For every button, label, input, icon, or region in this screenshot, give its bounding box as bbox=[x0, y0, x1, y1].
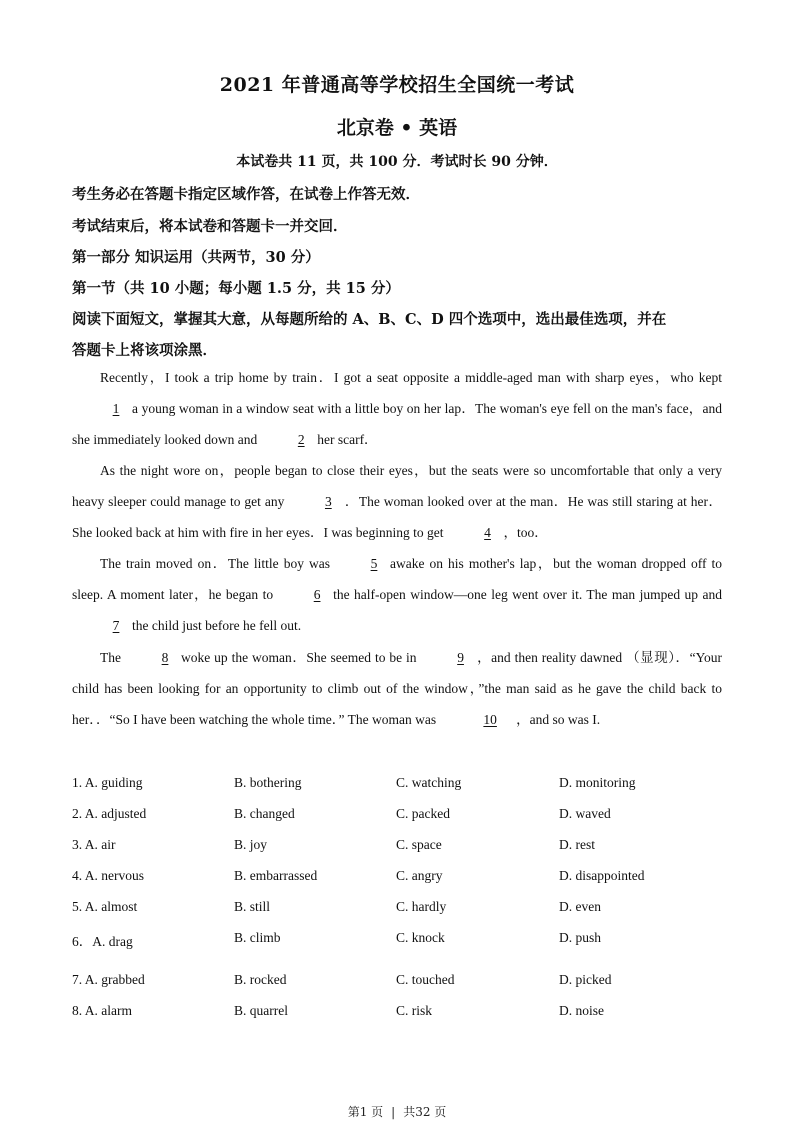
option-d: D. push bbox=[559, 930, 602, 945]
option-row bbox=[72, 806, 722, 826]
blank-9: 9 bbox=[457, 650, 464, 665]
option-row bbox=[72, 775, 722, 795]
blank-5: 5 bbox=[370, 556, 378, 571]
option-row bbox=[72, 972, 722, 992]
blank-1: 1 bbox=[112, 401, 120, 416]
blank-7: 7 bbox=[112, 618, 120, 633]
option-a: 6．A. drag bbox=[72, 934, 133, 949]
option-c: C. touched bbox=[396, 972, 455, 987]
exam-title: 2021 年普通高等学校招生全国统一考试 bbox=[219, 74, 575, 96]
directions-line: 答题卡上将该项涂黑． bbox=[72, 342, 217, 359]
option-a: 1. A. guiding bbox=[72, 775, 143, 790]
option-d: D. rest bbox=[559, 837, 595, 852]
instruction-line: 考生务必在答题卡指定区域作答，在试卷上作答无效． bbox=[72, 186, 420, 203]
blank-10: 10 bbox=[483, 712, 497, 727]
option-a: 5. A. almost bbox=[72, 899, 138, 914]
blank-2: 2 bbox=[297, 432, 305, 447]
option-a: 3. A. air bbox=[72, 837, 116, 852]
blank-6: 6 bbox=[313, 587, 321, 602]
passage-paragraph: The train moved on．The little boy was 5 awake on his mother's lap，but the woman dropped off to sleep. A moment later，he began to 6 the half-open window—one leg went over it. The man jumped up and7 the child just before he fell out. bbox=[72, 548, 722, 641]
option-b: B. climb bbox=[234, 930, 281, 945]
option-a: 7. A. grabbed bbox=[72, 972, 145, 987]
option-b: B. still bbox=[234, 899, 271, 914]
passage-paragraph: Recently，I took a trip home by train．I got a seat opposite a middle-aged man with sharp eyes，who kept1 a young woman in a window seat with a little boy on her lap．The woman's eye fell on the man's face，and she immediately looked down and 2 her scarf． bbox=[72, 362, 722, 455]
option-row bbox=[72, 868, 722, 888]
option-a: 8. A. alarm bbox=[72, 1003, 132, 1018]
option-d: D. monitoring bbox=[559, 775, 636, 790]
option-b: B. embarrassed bbox=[234, 868, 318, 883]
option-b: B. joy bbox=[234, 837, 268, 852]
option-b: B. rocked bbox=[234, 972, 287, 987]
option-b: B. changed bbox=[234, 806, 295, 821]
option-c: C. space bbox=[396, 837, 442, 852]
passage-paragraph: As the night wore on，people began to close their eyes，but the seats were so uncomfortable that only a very heavy sleeper could manage to get any 3 ．The woman looked over at the man．He was still staring at her．She looked back at him with fire in her eyes．I was beginning to get 4 ，too． bbox=[72, 455, 722, 548]
option-c: C. knock bbox=[396, 930, 445, 945]
option-row bbox=[72, 1003, 722, 1023]
option-row bbox=[72, 837, 722, 857]
subsection-heading: 第一节（共 10 小题；每小题 1.5 分，共 15 分） bbox=[72, 280, 400, 297]
option-row bbox=[72, 930, 722, 950]
option-c: C. watching bbox=[396, 775, 462, 790]
instruction-line: 考试结束后，将本试卷和答题卡一并交回． bbox=[72, 218, 348, 235]
page-footer bbox=[0, 1103, 794, 1120]
option-a: 2. A. adjusted bbox=[72, 806, 147, 821]
option-c: C. risk bbox=[396, 1003, 433, 1018]
option-d: D. disappointed bbox=[559, 868, 645, 883]
section-heading: 第一部分 知识运用（共两节，30 分） bbox=[72, 249, 320, 266]
page-total: 共32 页 bbox=[403, 1105, 447, 1119]
exam-subtitle: 北京卷 • 英语 bbox=[336, 117, 458, 139]
option-b: B. quarrel bbox=[234, 1003, 288, 1018]
blank-4: 4 bbox=[484, 525, 491, 540]
footer-separator: | bbox=[391, 1105, 396, 1119]
option-c: C. packed bbox=[396, 806, 450, 821]
option-a: 4. A. nervous bbox=[72, 868, 144, 883]
option-d: D. waved bbox=[559, 806, 611, 821]
option-b: B. bothering bbox=[234, 775, 302, 790]
option-c: C. hardly bbox=[396, 899, 447, 914]
blank-8: 8 bbox=[161, 650, 169, 665]
option-c: C. angry bbox=[396, 868, 443, 883]
blank-3: 3 bbox=[324, 494, 332, 509]
option-d: D. picked bbox=[559, 972, 612, 987]
passage-paragraph: The 8 woke up the woman．She seemed to be in 9 ，and then reality dawned （显现）．“Your child has been looking for an opportunity to climb out of the window，”the man said as he gave the child back to her．．“So I have been watching the whole time．” The woman was 10 ，and so was I. bbox=[72, 642, 722, 735]
option-d: D. even bbox=[559, 899, 601, 914]
option-d: D. noise bbox=[559, 1003, 604, 1018]
option-row bbox=[72, 899, 722, 919]
exam-info: 本试卷共 11 页，共 100 分．考试时长 90 分钟． bbox=[236, 154, 558, 170]
directions-line: 阅读下面短文，掌握其大意，从每题所给的 A、B、C、D 四个选项中，选出最佳选项，并在 bbox=[72, 311, 667, 328]
page-number: 第1 页 bbox=[347, 1105, 384, 1119]
